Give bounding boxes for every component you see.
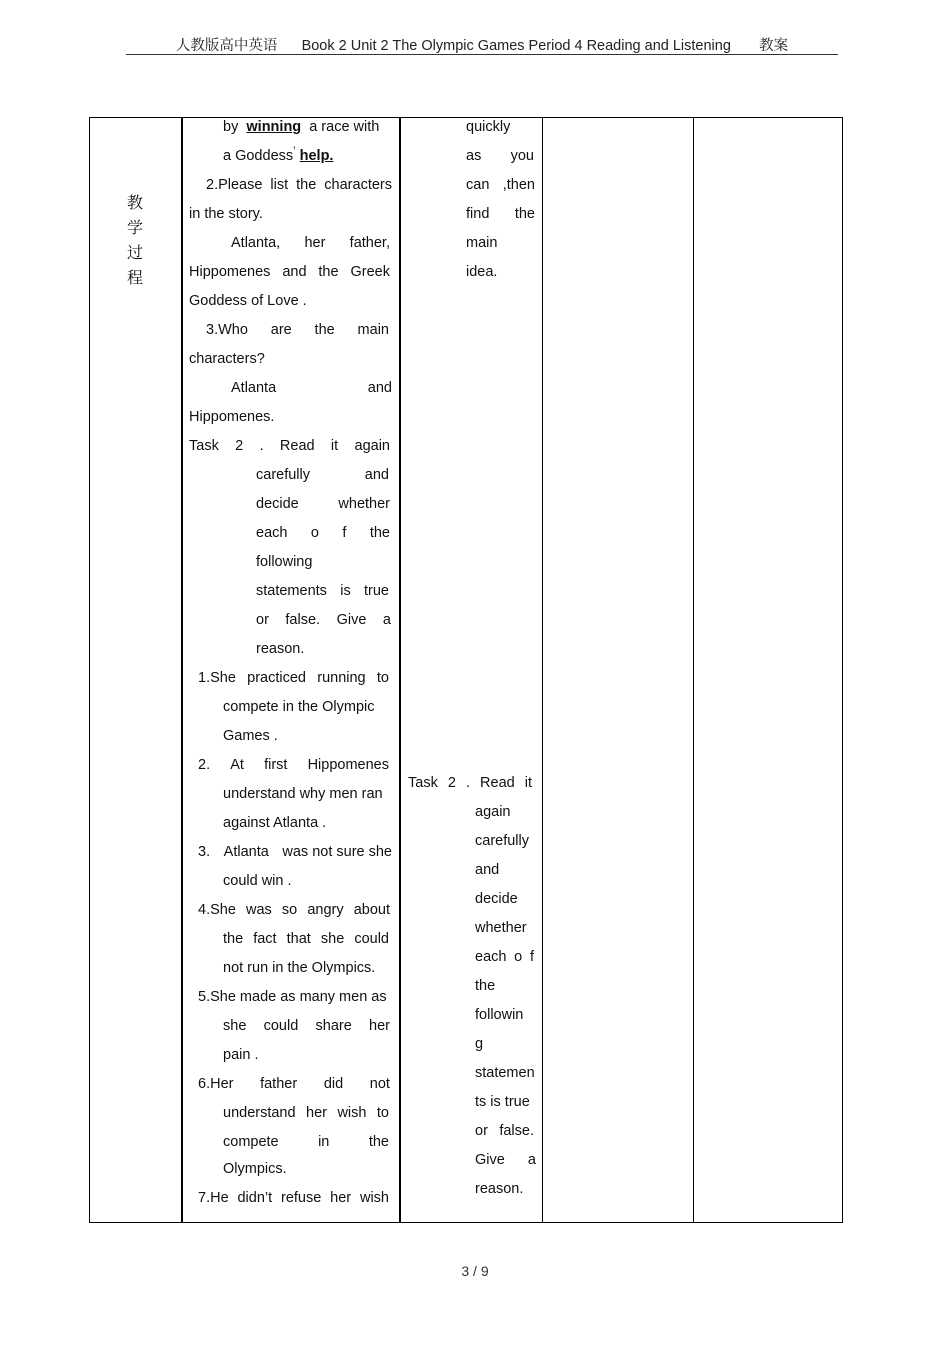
text-line: understand her wish to xyxy=(223,1105,389,1121)
question-3: 3.Who are the main xyxy=(206,322,389,338)
text-line: again xyxy=(475,804,511,820)
text-line: each o f the xyxy=(256,525,390,541)
answer-winning: winning xyxy=(246,119,302,135)
header-title: Book 2 Unit 2 The Olympic Games Period 4 Reading and Listening xyxy=(301,38,731,54)
text-line: Hippomenes and the Greek xyxy=(189,264,390,280)
text-line: the fact that she could xyxy=(223,931,389,947)
text-line: compete in the xyxy=(223,1134,389,1150)
text-line: reason. xyxy=(256,641,305,657)
text-line: by winning a race with xyxy=(223,119,380,135)
task-2-heading: Task 2 . Read it again xyxy=(189,438,390,454)
text-line: quickly xyxy=(466,119,511,135)
statement-6: 6.Her father did not xyxy=(198,1076,390,1092)
statement-3: 3. Atlanta was not sure she xyxy=(198,844,392,860)
header-school: 人教版高中英语 xyxy=(175,38,278,54)
table-divider-3 xyxy=(542,117,543,1223)
text-line: carefully and xyxy=(256,467,389,483)
text-line: find the xyxy=(466,206,535,222)
text-line: Hippomenes. xyxy=(189,409,275,425)
text-line: statements is true xyxy=(256,583,389,599)
text-line: in the story. xyxy=(189,206,263,222)
text-line: Give a xyxy=(475,1152,536,1168)
text-line: could win . xyxy=(223,873,292,889)
text-line: idea. xyxy=(466,264,498,280)
text-line: ts is true xyxy=(475,1094,530,1110)
text-line: carefully xyxy=(475,833,529,849)
section-label: 教 学 过 程 xyxy=(126,193,143,287)
statement-2: 2. At first Hippomenes xyxy=(198,757,389,773)
text-line: a Goddess’ help. xyxy=(223,145,334,164)
text-line: Games . xyxy=(223,728,278,744)
text-line: g xyxy=(475,1036,484,1052)
text-line: and xyxy=(475,862,500,878)
text-line: as you xyxy=(466,148,534,164)
text-line: whether xyxy=(475,920,527,936)
text-line: against Atlanta . xyxy=(223,815,327,831)
text-line: the xyxy=(475,978,496,994)
text-line: Olympics. xyxy=(223,1161,287,1177)
statement-4: 4.She was so angry about xyxy=(198,902,390,918)
text-line: compete in the Olympic xyxy=(223,699,375,715)
text-line: or false. xyxy=(475,1123,534,1139)
statement-1: 1.She practiced running to xyxy=(198,670,389,686)
text-line: followin xyxy=(475,1007,524,1023)
text-line: understand why men ran xyxy=(223,786,383,802)
text-line: reason. xyxy=(475,1181,524,1197)
text-line: characters? xyxy=(189,351,265,367)
text-line: she could share her xyxy=(223,1018,390,1034)
table-divider-2 xyxy=(399,117,401,1223)
text-line: each o f xyxy=(475,949,534,965)
task-2-heading-activity: Task 2 . Read it xyxy=(408,775,532,791)
text-line: pain . xyxy=(223,1047,259,1063)
question-2: 2.Please list the characters xyxy=(206,177,392,193)
text-line: statemen xyxy=(475,1065,535,1081)
text-line: following xyxy=(256,554,313,570)
statement-7: 7.He didn’t refuse her wish xyxy=(198,1190,389,1206)
table-divider-1 xyxy=(181,117,183,1223)
text-line: or false. Give a xyxy=(256,612,391,628)
answer-help: help. xyxy=(299,148,334,164)
text-line: main xyxy=(466,235,498,251)
text-line: can ,then xyxy=(466,177,535,193)
answer-2: Atlanta, her father, xyxy=(231,235,390,251)
text-line: decide xyxy=(475,891,518,907)
statement-5: 5.She made as many men as xyxy=(198,989,387,1005)
text-line: decide whether xyxy=(256,496,390,512)
header-doc-type: 教案 xyxy=(759,38,789,54)
answer-3: Atlanta and xyxy=(231,380,392,396)
table-divider-4 xyxy=(693,117,694,1223)
text-line: not run in the Olympics. xyxy=(223,960,376,976)
page-header xyxy=(126,34,838,55)
page-number: 3 / 9 xyxy=(461,1263,489,1279)
text-line: Goddess of Love . xyxy=(189,293,307,309)
